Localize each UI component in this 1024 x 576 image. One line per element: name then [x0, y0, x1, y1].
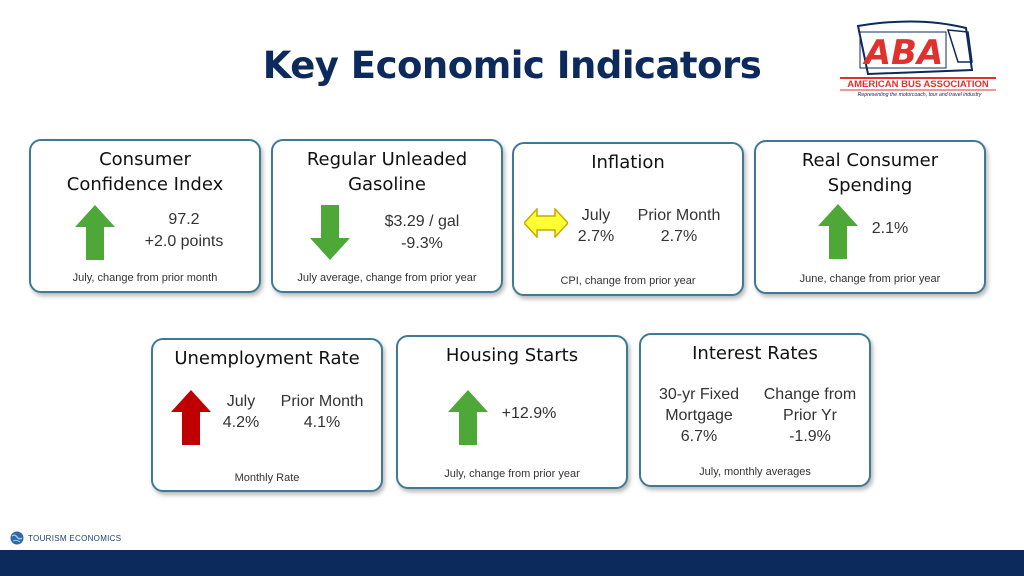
mortgage-value: 6.7%: [680, 428, 718, 445]
consumer-confidence-card: [29, 139, 261, 293]
current-value: 2.7%: [577, 228, 615, 245]
page-title: Key Economic Indicators: [262, 44, 762, 87]
down-arrow-icon: [310, 205, 350, 265]
card-title: Housing Starts: [445, 345, 579, 366]
prior-value: 4.1%: [303, 414, 341, 431]
metric-value: $3.29 / gal: [384, 213, 460, 230]
aba-logo-letters: ABA: [864, 33, 944, 73]
card-title: Regular Unleaded Gasoline: [306, 149, 468, 195]
card-title: Inflation: [591, 152, 665, 173]
metric-change: +2.0 points: [144, 233, 224, 250]
up-arrow-icon: [75, 205, 115, 265]
inflation-card: [512, 142, 744, 296]
gasoline-card: [271, 139, 503, 293]
up-arrow-icon: [171, 390, 211, 450]
mortgage-label: 30-yr Fixed Mortgage: [658, 386, 740, 424]
card-title: Interest Rates: [692, 343, 818, 364]
interest-rates-card: [639, 333, 871, 487]
yoy-change-value: -1.9%: [789, 428, 831, 445]
card-footnote: July, monthly averages: [699, 466, 811, 478]
flat-arrow-icon: [524, 208, 568, 243]
card-footnote: CPI, change from prior year: [560, 275, 696, 287]
card-title: Real Consumer Spending: [801, 150, 939, 196]
prior-value: 2.7%: [660, 228, 698, 245]
yoy-change-label: Change from Prior Yr: [763, 386, 857, 424]
aba-logo-name: AMERICAN BUS ASSOCIATION: [847, 79, 989, 90]
housing-starts-card: [396, 335, 628, 489]
globe-icon: [10, 531, 24, 545]
metric-value: 2.1%: [871, 220, 909, 237]
card-footnote: Monthly Rate: [234, 472, 300, 484]
metric-change: -9.3%: [401, 235, 443, 252]
current-label: July: [581, 207, 611, 224]
up-arrow-icon: [448, 390, 488, 450]
card-footnote: July, change from prior month: [72, 272, 218, 284]
metric-value: +12.9%: [501, 405, 557, 422]
up-arrow-icon: [818, 204, 858, 264]
prior-label: Prior Month: [637, 207, 721, 224]
consumer-spending-card: [754, 140, 986, 294]
tourism-economics-text: TOURISM ECONOMICS: [28, 533, 122, 543]
tourism-economics-logo: [10, 530, 121, 546]
card-title: Consumer Confidence Index: [66, 149, 224, 195]
metric-value: 97.2: [168, 211, 200, 228]
prior-label: Prior Month: [280, 393, 364, 410]
aba-logo: [838, 18, 998, 102]
card-title: Unemployment Rate: [174, 348, 360, 369]
current-value: 4.2%: [222, 414, 260, 431]
card-footnote: June, change from prior year: [799, 273, 941, 285]
card-footnote: July, change from prior year: [444, 468, 580, 480]
footer-bar: [0, 550, 1024, 576]
card-footnote: July average, change from prior year: [297, 272, 477, 284]
aba-tagline: Representing the motorcoach, tour and travel industry: [857, 92, 982, 98]
current-label: July: [226, 393, 256, 410]
unemployment-card: [151, 338, 383, 492]
